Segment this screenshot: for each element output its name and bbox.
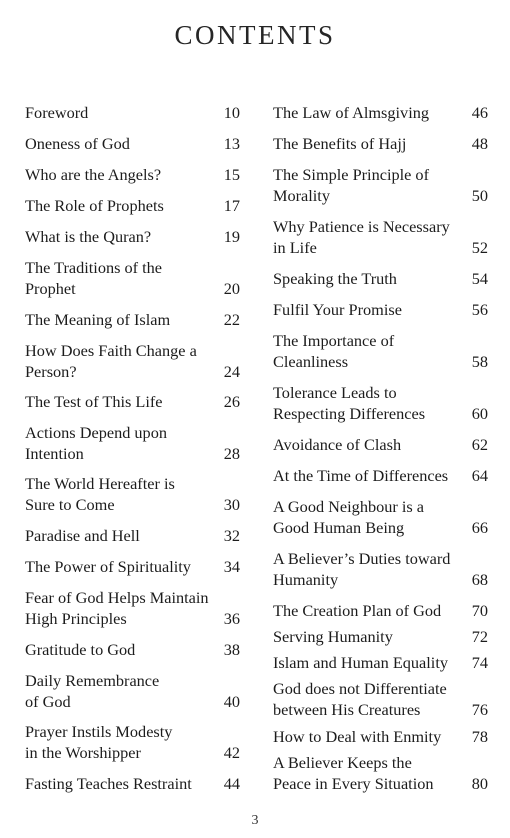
toc-entry: [25, 587, 240, 629]
toc-entry-page: 70: [471, 601, 488, 620]
toc-entry-title-line: Oneness of God: [25, 134, 130, 153]
toc-entry-page: 20: [223, 279, 240, 298]
toc-entry-title-line: Person?: [25, 362, 77, 381]
toc-entry-title: [273, 752, 468, 794]
toc-entry-title-line: How Does Faith Change a: [25, 341, 197, 360]
toc-entry-title-line: The Law of Almsgiving: [273, 103, 430, 122]
toc-entry: [25, 133, 240, 154]
toc-entry: [25, 257, 240, 299]
toc-entry: [25, 309, 240, 330]
toc-entry: [273, 678, 488, 720]
toc-entry: [273, 496, 488, 538]
toc-entry-page: 28: [223, 444, 240, 463]
toc-entry-title-line: A Good Neighbour is a: [273, 497, 425, 516]
toc-entry-title-line: Humanity: [273, 570, 339, 589]
toc-entry: [273, 726, 488, 747]
toc-entry-title: [25, 670, 220, 712]
toc-entry-title-line: A Believer’s Duties toward: [273, 549, 451, 568]
toc-entry-title-line: between His Creatures: [273, 700, 421, 719]
toc-entry-page: 60: [471, 404, 488, 423]
toc-entry-page: 54: [471, 269, 488, 288]
toc-entry-page: 64: [471, 466, 488, 485]
toc-entry-title-line: The Importance of: [273, 331, 395, 350]
toc-entry-title: [25, 556, 220, 577]
toc-entry-page: 74: [471, 653, 488, 672]
toc-entry: [25, 721, 240, 763]
toc-entry-title-line: Fulfil Your Promise: [273, 300, 402, 319]
toc-entry-title: [273, 626, 468, 647]
toc-entry-page: 50: [471, 186, 488, 205]
toc-entry-page: 44: [223, 774, 240, 793]
toc-entry-title: [273, 434, 468, 455]
toc-entry-title-line: At the Time of Differences: [273, 466, 449, 485]
toc-entry-title: [25, 721, 220, 763]
toc-entry-title: [25, 391, 220, 412]
toc-entry-title-line: Sure to Come: [25, 495, 115, 514]
toc-entry: [273, 626, 488, 647]
toc-entry-title-line: Foreword: [25, 103, 89, 122]
toc-entry: [25, 226, 240, 247]
toc-entry-title-line: in the Worshipper: [25, 743, 141, 762]
toc-entry-title: [273, 465, 468, 486]
toc-entry-title-line: The Benefits of Hajj: [273, 134, 407, 153]
toc-entry-title: [273, 678, 468, 720]
toc-entry-page: 40: [223, 692, 240, 711]
toc-entry-title-line: Prayer Instils Modesty: [25, 722, 173, 741]
toc-entry-page: 26: [223, 392, 240, 411]
toc-entry-title-line: The Role of Prophets: [25, 196, 164, 215]
toc-entry-title: [25, 639, 220, 660]
toc-entry: [273, 216, 488, 258]
toc-entry-title: [25, 773, 220, 794]
toc-entry-page: 19: [223, 227, 240, 246]
toc-entry-title-line: Intention: [25, 444, 84, 463]
page-number: 3: [251, 813, 259, 828]
toc-entry-title-line: Islam and Human Equality: [273, 653, 448, 672]
toc-entry-page: 62: [471, 435, 488, 454]
toc-entry-page: 80: [471, 774, 488, 793]
toc-entry: [273, 652, 488, 673]
toc-entry: [25, 639, 240, 660]
toc-entry: [273, 299, 488, 320]
toc-entry-page: 24: [223, 362, 240, 381]
toc-entry-title-line: The Test of This Life: [25, 392, 163, 411]
toc-entry-title: [273, 726, 468, 747]
toc-entry-title-line: The Simple Principle of: [273, 165, 429, 184]
toc-entry-title-line: Avoidance of Clash: [273, 435, 402, 454]
toc-entry-page: 30: [223, 495, 240, 514]
toc-entry-title: [25, 102, 220, 123]
toc-entry-page: 66: [471, 518, 488, 537]
toc-entry: [25, 422, 240, 464]
toc-entry-title-line: Serving Humanity: [273, 627, 393, 646]
toc-entry-title-line: The Meaning of Islam: [25, 310, 171, 329]
toc-entry: [273, 133, 488, 154]
toc-entry-title: [25, 133, 220, 154]
toc-entry: [25, 773, 240, 794]
toc-entry-page: 78: [471, 727, 488, 746]
toc-entry-title: [25, 195, 220, 216]
toc-entry-title: [273, 548, 468, 590]
toc-entry-page: 32: [223, 526, 240, 545]
toc-entry-title-line: Gratitude to God: [25, 640, 136, 659]
toc-entry-title-line: The Creation Plan of God: [273, 601, 442, 620]
toc-entry-title-line: Morality: [273, 186, 330, 205]
toc-entry-title: [25, 587, 220, 629]
toc-entry-title-line: The World Hereafter is: [25, 474, 175, 493]
toc-entry-title-line: Who are the Angels?: [25, 165, 162, 184]
toc-entry: [25, 391, 240, 412]
toc-entry-title-line: Respecting Differences: [273, 404, 426, 423]
toc-entry-title-line: Daily Remembrance: [25, 671, 160, 690]
toc-entry-title-line: The Traditions of the: [25, 258, 163, 277]
toc-entry-title-line: Fasting Teaches Restraint: [25, 774, 192, 793]
toc-entry: [25, 195, 240, 216]
toc-entry-title: [273, 268, 468, 289]
toc-entry-title: [25, 525, 220, 546]
toc-entry-page: 72: [471, 627, 488, 646]
toc-entry-title: [25, 473, 220, 515]
toc-entry-page: 17: [223, 196, 240, 215]
toc-entry-title-line: Cleanliness: [273, 352, 349, 371]
toc-entry: [25, 164, 240, 185]
toc-entry: [273, 268, 488, 289]
toc-entry-title: [273, 102, 468, 123]
toc-entry: [273, 164, 488, 206]
toc-entry-title: [25, 257, 220, 299]
toc-entry-page: 10: [223, 103, 240, 122]
toc-entry-page: 58: [471, 352, 488, 371]
toc-entry: [25, 556, 240, 577]
toc-entry-page: 38: [223, 640, 240, 659]
toc-entry-title-line: Prophet: [25, 279, 76, 298]
toc-entry: [273, 600, 488, 621]
toc-entry-title: [273, 133, 468, 154]
toc-entry: [273, 752, 488, 794]
toc-entry: [25, 670, 240, 712]
toc-entry-title: [273, 330, 468, 372]
toc-entry: [273, 548, 488, 590]
toc-entry-title-line: Tolerance Leads to: [273, 383, 397, 402]
toc-entry-title: [273, 164, 468, 206]
toc-entry-title-line: Actions Depend upon: [25, 423, 167, 442]
toc-entry-page: 52: [471, 238, 488, 257]
toc-entry-title: [25, 164, 220, 185]
toc-entry-page: 15: [223, 165, 240, 184]
toc-entry-title-line: of God: [25, 692, 71, 711]
toc-entry-page: 48: [471, 134, 488, 153]
toc-entry: [273, 102, 488, 123]
page-title: CONTENTS: [174, 20, 336, 50]
toc-entry-title: [273, 652, 468, 673]
toc-entry: [273, 330, 488, 372]
toc-entry-page: 76: [471, 700, 488, 719]
toc-entry: [25, 102, 240, 123]
toc-entry-title-line: in Life: [273, 238, 317, 257]
toc-entry-page: 56: [471, 300, 488, 319]
toc-entry-title-line: Paradise and Hell: [25, 526, 140, 545]
toc-entry-title-line: High Principles: [25, 609, 127, 628]
toc-entry: [25, 340, 240, 382]
toc-entry-title-line: How to Deal with Enmity: [273, 727, 442, 746]
toc-entry-title-line: A Believer Keeps the: [273, 753, 412, 772]
toc-entry-title: [25, 422, 220, 464]
toc-entry-page: 13: [223, 134, 240, 153]
toc-entry-page: 42: [223, 743, 240, 762]
toc-entry-title-line: The Power of Spirituality: [25, 557, 191, 576]
toc-entry-title-line: What is the Quran?: [25, 227, 152, 246]
toc-entry: [273, 434, 488, 455]
toc-entry-title-line: Speaking the Truth: [273, 269, 397, 288]
toc-entry-title-line: Fear of God Helps Maintain: [25, 588, 209, 607]
toc-entry-page: 34: [223, 557, 240, 576]
toc-entry-title: [273, 496, 468, 538]
toc-entry-title-line: God does not Differentiate: [273, 679, 447, 698]
toc-entry-page: 36: [223, 609, 240, 628]
toc-entry-title: [273, 600, 468, 621]
toc-entry: [273, 465, 488, 486]
toc-entry-page: 46: [471, 103, 488, 122]
toc-entry: [25, 525, 240, 546]
toc-entry-title: [25, 340, 220, 382]
toc-entry-title-line: Peace in Every Situation: [273, 774, 434, 793]
toc-entry-page: 68: [471, 570, 488, 589]
toc-entry-title: [273, 216, 468, 258]
toc-entry: [273, 382, 488, 424]
toc-entry-title: [25, 309, 220, 330]
toc-entry-title: [25, 226, 220, 247]
toc-entry-page: 22: [223, 310, 240, 329]
toc-entry: [25, 473, 240, 515]
toc-entry-title-line: Good Human Being: [273, 518, 405, 537]
toc-entry-title-line: Why Patience is Necessary: [273, 217, 450, 236]
toc-entry-title: [273, 382, 468, 424]
toc-entry-title: [273, 299, 468, 320]
